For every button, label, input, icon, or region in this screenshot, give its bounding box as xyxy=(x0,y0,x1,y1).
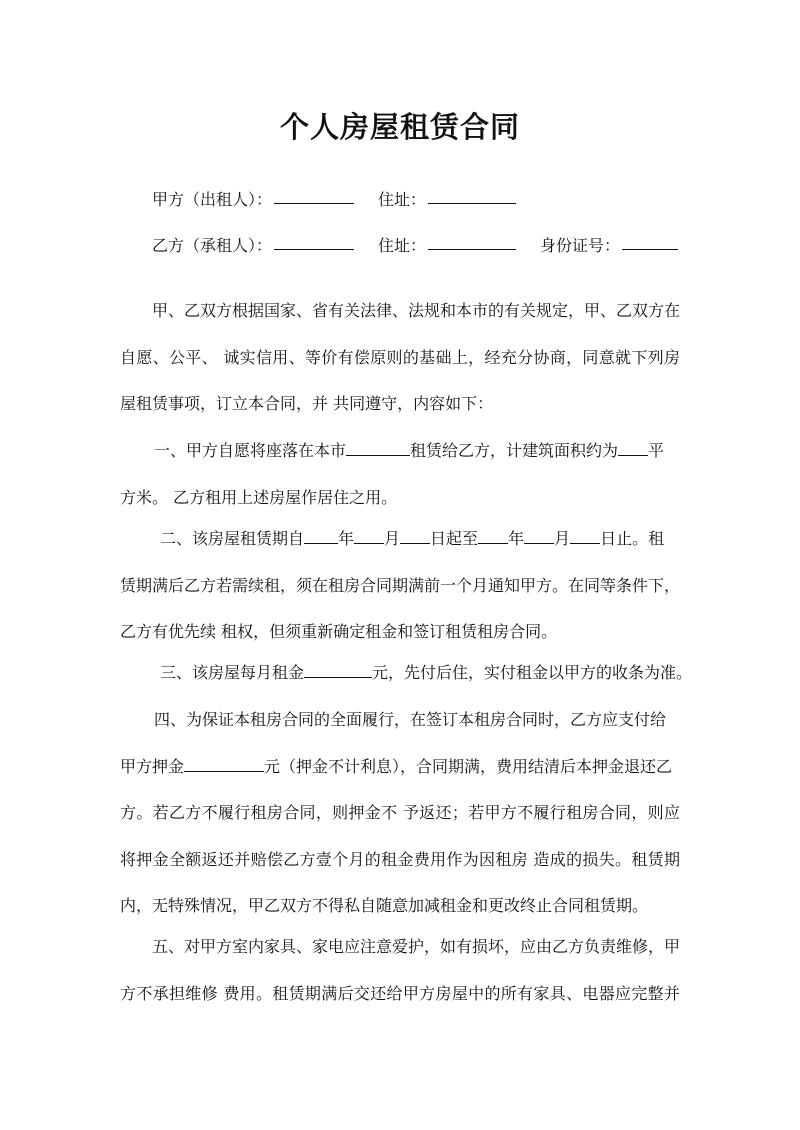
clause-2-day-from: 日起至 xyxy=(430,529,479,548)
party-b-address-label: 住址： xyxy=(378,236,427,255)
page-title: 个人房屋租赁合同 xyxy=(279,110,520,144)
party-b-id-label: 身份证号： xyxy=(540,236,621,255)
clause-2-year-2: 年 xyxy=(508,529,525,548)
clause-2-line-3: 乙方有优先续 租权，但须重新确定租金和签订租赁租房合同。 xyxy=(120,622,558,641)
monthly-rent-blank[interactable] xyxy=(304,661,372,678)
clause-1-line-2: 方米。 乙方租用上述房屋作居住之用。 xyxy=(120,487,398,507)
clause-1 xyxy=(120,428,680,521)
clause-1-line-1 xyxy=(120,428,680,475)
clause-2-month-2: 月 xyxy=(554,529,571,548)
intro-line-1: 甲、乙双方根据国家、省有关法律、法规和本市的有关规定，甲、乙双方在 xyxy=(152,301,681,320)
clause-5 xyxy=(120,924,680,1017)
clause-2-start-label: 二、该房屋租赁期自 xyxy=(160,529,305,548)
start-day-blank[interactable] xyxy=(400,527,430,544)
end-month-blank[interactable] xyxy=(524,527,554,544)
deposit-blank[interactable] xyxy=(184,755,264,772)
clause-2-line-2: 赁期满后乙方若需续租，须在租房合同期满前一个月通知甲方。在同等条件下， xyxy=(120,575,681,595)
clause-5-line-1: 五、对甲方室内家具、家电应注意爱护，如有损坏，应由乙方负责维修，甲 xyxy=(152,937,681,956)
clause-4-line-2 xyxy=(120,744,680,791)
clause-2-day-to: 日止。租 xyxy=(600,529,665,548)
start-year-blank[interactable] xyxy=(304,527,338,544)
clause-1-area-blank[interactable] xyxy=(618,439,648,456)
clause-4-text-b: 元（押金不计利息），合同期满，费用结清后本押金退还乙 xyxy=(264,756,673,776)
party-a-label: 甲方（出租人）： xyxy=(152,190,273,209)
intro-paragraph xyxy=(120,288,680,428)
clause-1-text-c: 平 xyxy=(648,441,665,460)
party-a-address-label: 住址： xyxy=(378,190,427,209)
clause-3 xyxy=(120,650,693,697)
party-b-id-blank[interactable] xyxy=(622,233,678,250)
clause-4-line-4: 将押金全额返还并赔偿乙方壹个月的租金费用作为因租房 造成的损失。租赁期 xyxy=(120,849,680,869)
party-b-name-blank[interactable] xyxy=(274,233,354,250)
clause-4-line-3: 方。若乙方不履行租房合同，则押金不 予返还；若甲方不履行租房合同，则应 xyxy=(120,803,680,822)
intro-line-2: 自愿、公平、 诚实信用、等价有偿原则的基础上，经充分协商，同意就下列房 xyxy=(120,347,680,367)
clause-1-text-b: 租赁给乙方，计建筑面积约为 xyxy=(410,441,619,460)
clause-3-line-1 xyxy=(120,650,693,697)
clause-1-location-blank[interactable] xyxy=(346,439,410,456)
intro-line-3: 屋租赁事项，订立本合同，并 共同遵守，内容如下： xyxy=(120,394,494,413)
clause-5-line-2: 方不承担维修 费用。租赁期满后交还给甲方房屋中的所有家具、电器应完整并 xyxy=(120,983,680,1003)
clause-3-text-b: 元，先付后住，实付租金以甲方的收条为准。 xyxy=(372,663,693,682)
end-year-blank[interactable] xyxy=(478,527,508,544)
clause-2-line-1 xyxy=(120,516,680,563)
clause-3-text-a: 三、该房屋每月租金 xyxy=(160,663,305,682)
clause-2 xyxy=(120,516,680,656)
party-b-label: 乙方（承租人）： xyxy=(152,236,273,255)
clause-4-text-a: 甲方押金 xyxy=(120,756,185,776)
clause-4-line-5: 内，无特殊情况，甲乙双方不得私自随意加减租金和更改终止合同租赁期。 xyxy=(120,896,649,915)
end-day-blank[interactable] xyxy=(570,527,600,544)
start-month-blank[interactable] xyxy=(354,527,384,544)
clause-2-year-1: 年 xyxy=(338,529,355,548)
clause-1-text-a: 一、甲方自愿将座落在本市 xyxy=(154,441,347,460)
party-a-name-blank[interactable] xyxy=(274,187,354,204)
party-a-address-blank[interactable] xyxy=(428,187,516,204)
clause-2-month-1: 月 xyxy=(384,529,401,548)
clause-4 xyxy=(120,697,680,930)
party-b-address-blank[interactable] xyxy=(428,233,516,250)
clause-4-line-1: 四、为保证本租房合同的全面履行，在签订本租房合同时，乙方应支付给 xyxy=(154,710,667,729)
